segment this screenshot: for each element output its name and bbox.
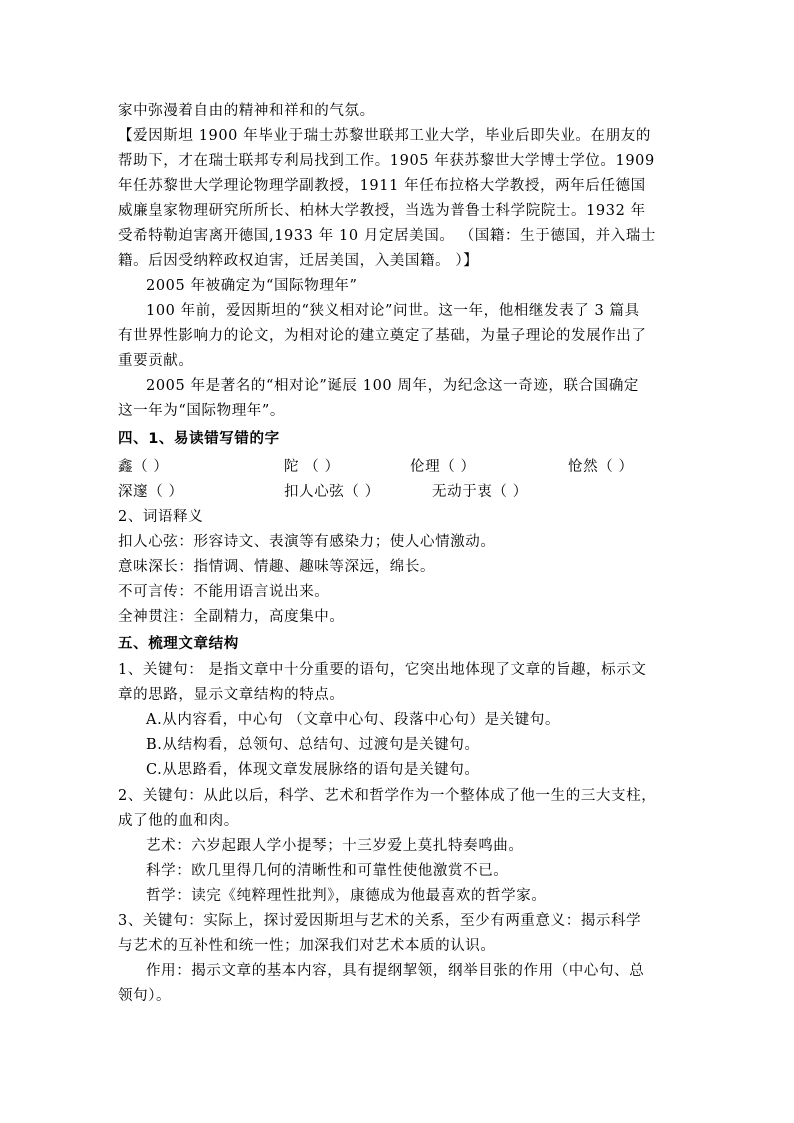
subsection-heading: 2、词语释义 [118, 509, 204, 525]
paragraph-line: 2005 年被确定为“国际物理年” [146, 278, 358, 294]
definition-line: 意味深长：指情调、情趣、趣味等深远，绵长。 [118, 559, 436, 575]
vocab-item: 伦理（ ） [410, 459, 476, 475]
list-item: 科学：欧几里得几何的清晰性和可靠性使他激赏不已。 [146, 863, 509, 879]
paragraph-line: 家中弥漫着自由的精神和祥和的气氛。 [118, 103, 375, 119]
bio-line: 籍。后因受纳粹政权迫害，迁居美国，入美国籍。 ）】 [118, 253, 479, 269]
list-item: 艺术：六岁起跟人学小提琴；十三岁爱上莫扎特奏鸣曲。 [146, 838, 524, 854]
paragraph-line: 成了他的血和肉。 [118, 813, 239, 829]
definition-line: 不可言传：不能用语言说出来。 [118, 584, 330, 600]
bio-line: 年任苏黎世大学理论物理学副教授，1911 年任布拉格大学教授，两年后任德国 [118, 178, 646, 194]
paragraph-line: 领句）。 [118, 988, 172, 1004]
paragraph-line: 3、关键句：实际上，探讨爱因斯坦与艺术的关系，至少有两重意义：揭示科学 [118, 913, 642, 929]
list-item: B.从结构看，总领句、总结句、过渡句是关键句。 [146, 737, 480, 753]
paragraph-line: 100 年前，爱因斯坦的“狭义相对论”问世。这一年，他相继发表了 3 篇具 [146, 303, 640, 319]
list-item: C.从思路看，体现文章发展脉络的语句是关键句。 [146, 762, 480, 778]
bio-line: 受希特勒迫害离开德国,1933 年 10 月定居美国。 （国籍：生于德国，并入瑞士 [118, 228, 656, 244]
paragraph-line: 与艺术的互补性和统一性；加深我们对艺术本质的认识。 [118, 938, 496, 954]
section-heading: 五、梳理文章结构 [118, 636, 239, 652]
paragraph-line: 2005 年是著名的“相对论”诞辰 100 周年，为纪念这一奇迹，联合国确定 [146, 378, 640, 394]
paragraph-line: 这一年为“国际物理年”。 [118, 403, 286, 419]
definition-line: 全神贯注：全副精力，高度集中。 [118, 609, 345, 625]
definition-line: 扣人心弦：形容诗文、表演等有感染力；使人心情激动。 [118, 534, 496, 550]
paragraph-line: 有世界性影响力的论文，为相对论的建立奠定了基础，为量子理论的发展作出了 [118, 328, 647, 344]
vocab-item: 扣人心弦（ ） [284, 484, 380, 500]
bio-line: 【爱因斯坦 1900 年毕业于瑞士苏黎世联邦工业大学，毕业后即失业。在朋友的 [118, 128, 651, 144]
vocab-item: 鑫（ ） [118, 459, 169, 475]
paragraph-line: 重要贡献。 [118, 353, 194, 369]
bio-line: 威廉皇家物理研究所所长、柏林大学教授，当选为普鲁士科学院院士。1932 年 [118, 203, 646, 219]
vocab-item: 怆然（ ） [568, 459, 634, 475]
vocab-item: 无动于衷（ ） [432, 484, 528, 500]
bio-line: 帮助下，才在瑞士联邦专利局找到工作。1905 年获苏黎世大学博士学位。1909 [118, 153, 655, 169]
section-heading: 四、1、易读错写错的字 [118, 431, 280, 447]
list-item: 哲学：读完《纯粹理性批判》，康德成为他最喜欢的哲学家。 [146, 888, 547, 904]
vocab-item: 陀 （ ） [284, 459, 340, 475]
paragraph-line: 1、关键句： 是指文章中十分重要的语句，它突出地体现了文章的旨趣，标示文 [118, 662, 647, 678]
list-item: A.从内容看，中心句 （文章中心句、段落中心句）是关键句。 [146, 712, 561, 728]
paragraph-line: 章的思路，显示文章结构的特点。 [118, 687, 345, 703]
paragraph-line: 作用：揭示文章的基本内容，具有提纲挈领，纲举目张的作用（中心句、总 [146, 963, 645, 979]
paragraph-line: 2、关键句：从此以后，科学、艺术和哲学作为一个整体成了他一生的三大支柱， [118, 788, 657, 804]
vocab-item: 深邃（ ） [118, 484, 184, 500]
